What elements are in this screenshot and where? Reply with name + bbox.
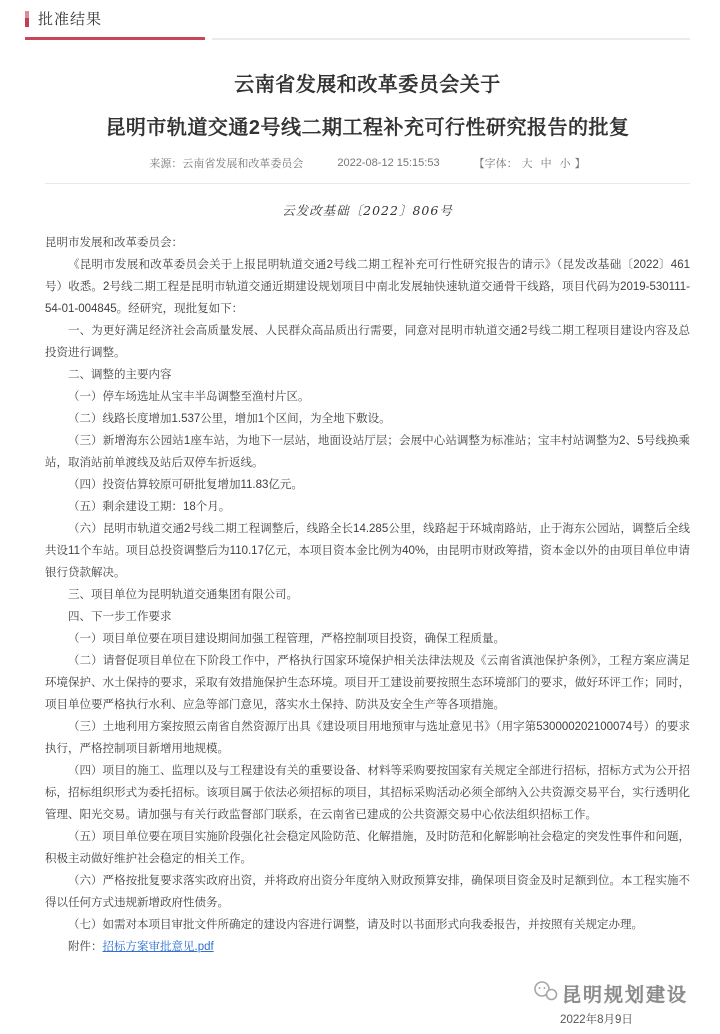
salutation: 昆明市发展和改革委员会： — [45, 237, 183, 249]
header-divider-line — [212, 38, 690, 40]
font-switch-suffix: 】 — [574, 158, 586, 170]
font-switch-prefix: 【字体： — [473, 158, 518, 170]
attachment-pdf-link[interactable]: 招标方案审批意见.pdf — [102, 941, 214, 953]
publish-date: 2022年8月9日 — [560, 1014, 633, 1026]
red-accent-bar-icon — [25, 11, 29, 27]
paragraph-list — [45, 254, 690, 936]
font-size-switcher — [474, 155, 586, 171]
document-paragraph: （六）昆明市轨道交通2号线二期工程调整后，线路全长14.285公里，线路起于环城南路站，止于海东公园站，调整后全线共设11个车站。项目总投资调整后为110.17亿元，本项目资本金比例为40%，由昆明市财政筹措，资本金以外的由项目单位申请银行贷款解决。 — [45, 523, 690, 579]
document-paragraph: （三）土地利用方案按照云南省自然资源厅出具《建设项目用地预审与选址意见书》（用字第530000202100074号）的要求执行，严格控制项目新增用地规模。 — [45, 721, 690, 755]
document-paragraph: （三）新增海东公园站1座车站，为地下一层站，地面设站厅层；会展中心站调整为标准站；宝丰村站调整为2、5号线换乘站，取消站前单渡线及站后双停车折返线。 — [45, 435, 690, 469]
brand-logo-icon — [533, 980, 559, 1007]
article — [0, 64, 720, 958]
font-size-medium-button[interactable]: 中 — [540, 158, 552, 170]
document-paragraph: （四）项目的施工、监理以及与工程建设有关的重要设备、材料等采购要按国家有关规定全部进行招标，招标方式为公开招标，招标组织形式为委托招标。该项目属于依法必须招标的项目，其招标采购活动必须全部纳入公共资源交易平台，实行透明化管理、阳光交易。请加强与有关行政监督部门联系，在云南省已建成的公共资源交易中心依法组织招标工作。 — [45, 765, 690, 821]
document-paragraph: 二、调整的主要内容 — [68, 369, 172, 381]
page-title — [45, 64, 690, 150]
document-paragraph: （五）剩余建设工期：18个月。 — [68, 501, 231, 513]
document-paragraph: （四）投资估算较原可研批复增加11.83亿元。 — [68, 479, 303, 491]
tab-approval-results-label: 批准结果 — [38, 11, 103, 28]
document-body — [45, 232, 690, 958]
document-paragraph: （一）停车场选址从宝丰半岛调整至渔村片区。 — [68, 391, 310, 403]
document-paragraph: 四、下一步工作要求 — [68, 611, 172, 623]
page-title-line2: 昆明市轨道交通2号线二期工程补充可行性研究报告的批复 — [105, 117, 630, 139]
font-size-small-button[interactable]: 小 — [559, 158, 571, 170]
document-paragraph: （六）严格按批复要求落实政府出资，并将政府出资分年度纳入财政预算安排，确保项目资金及时足额到位。本工程实施不得以任何方式违规新增政府性债务。 — [45, 875, 690, 909]
document-paragraph: 一、为更好满足经济社会高质量发展、人民群众高品质出行需要，同意对昆明市轨道交通2号线二期工程项目建设内容及总投资进行调整。 — [45, 325, 690, 359]
article-source: 来源：云南省发展和改革委员会 — [149, 158, 304, 170]
article-datetime: 2022-08-12 15:15:53 — [337, 157, 440, 169]
attachment-label: 附件： — [68, 941, 103, 953]
document-paragraph: （一）项目单位要在项目建设期间加强工程管理，严格控制项目投资，确保工程质量。 — [68, 633, 505, 645]
font-size-large-button[interactable]: 大 — [521, 158, 533, 170]
meta-divider — [45, 183, 690, 184]
page-title-line1: 云南省发展和改革委员会关于 — [234, 74, 501, 96]
brand-row — [533, 980, 688, 1007]
tab-approval-results[interactable] — [25, 8, 102, 29]
active-tab-underline — [25, 37, 205, 40]
section-header — [0, 0, 720, 40]
document-number: 云发改基础〔2022〕806号 — [282, 203, 453, 218]
footer-watermark — [533, 980, 688, 1027]
document-paragraph: 《昆明市发展和改革委员会关于上报昆明轨道交通2号线二期工程补充可行性研究报告的请示》（昆发改基础〔2022〕461号）收悉。2号线二期工程是昆明市轨道交通近期建设规划项目中南北发展轴快速轨道交通骨干线路，项目代码为2019-530111-54-01-004845。经研究，现批复如下： — [45, 259, 690, 315]
brand-name: 昆明规划建设 — [561, 985, 688, 1006]
document-paragraph: （二）线路长度增加1.537公里，增加1个区间，为全地下敷设。 — [68, 413, 391, 425]
article-meta — [45, 155, 690, 171]
document-paragraph: （二）请督促项目单位在下阶段工作中，严格执行国家环境保护相关法律法规及《云南省滇池保护条例》，工程方案应满足环境保护、水土保持的要求，采取有效措施保护生态环境。项目开工建设前要按照生态环境部门的要求，做好环评工作；同时，项目单位要严格执行水利、应急等部门意见，落实水土保持、防洪及安全生产等各项措施。 — [45, 655, 690, 711]
document-paragraph: 三、项目单位为昆明轨道交通集团有限公司。 — [68, 589, 298, 601]
document-paragraph: （五）项目单位要在项目实施阶段强化社会稳定风险防范、化解措施，及时防范和化解影响社会稳定的突发性事件和问题，积极主动做好维护社会稳定的相关工作。 — [45, 831, 690, 865]
attachment-line — [45, 936, 690, 958]
document-paragraph: （七）如需对本项目审批文件所确定的建设内容进行调整，请及时以书面形式向我委报告，并按照有关规定办理。 — [68, 919, 643, 931]
